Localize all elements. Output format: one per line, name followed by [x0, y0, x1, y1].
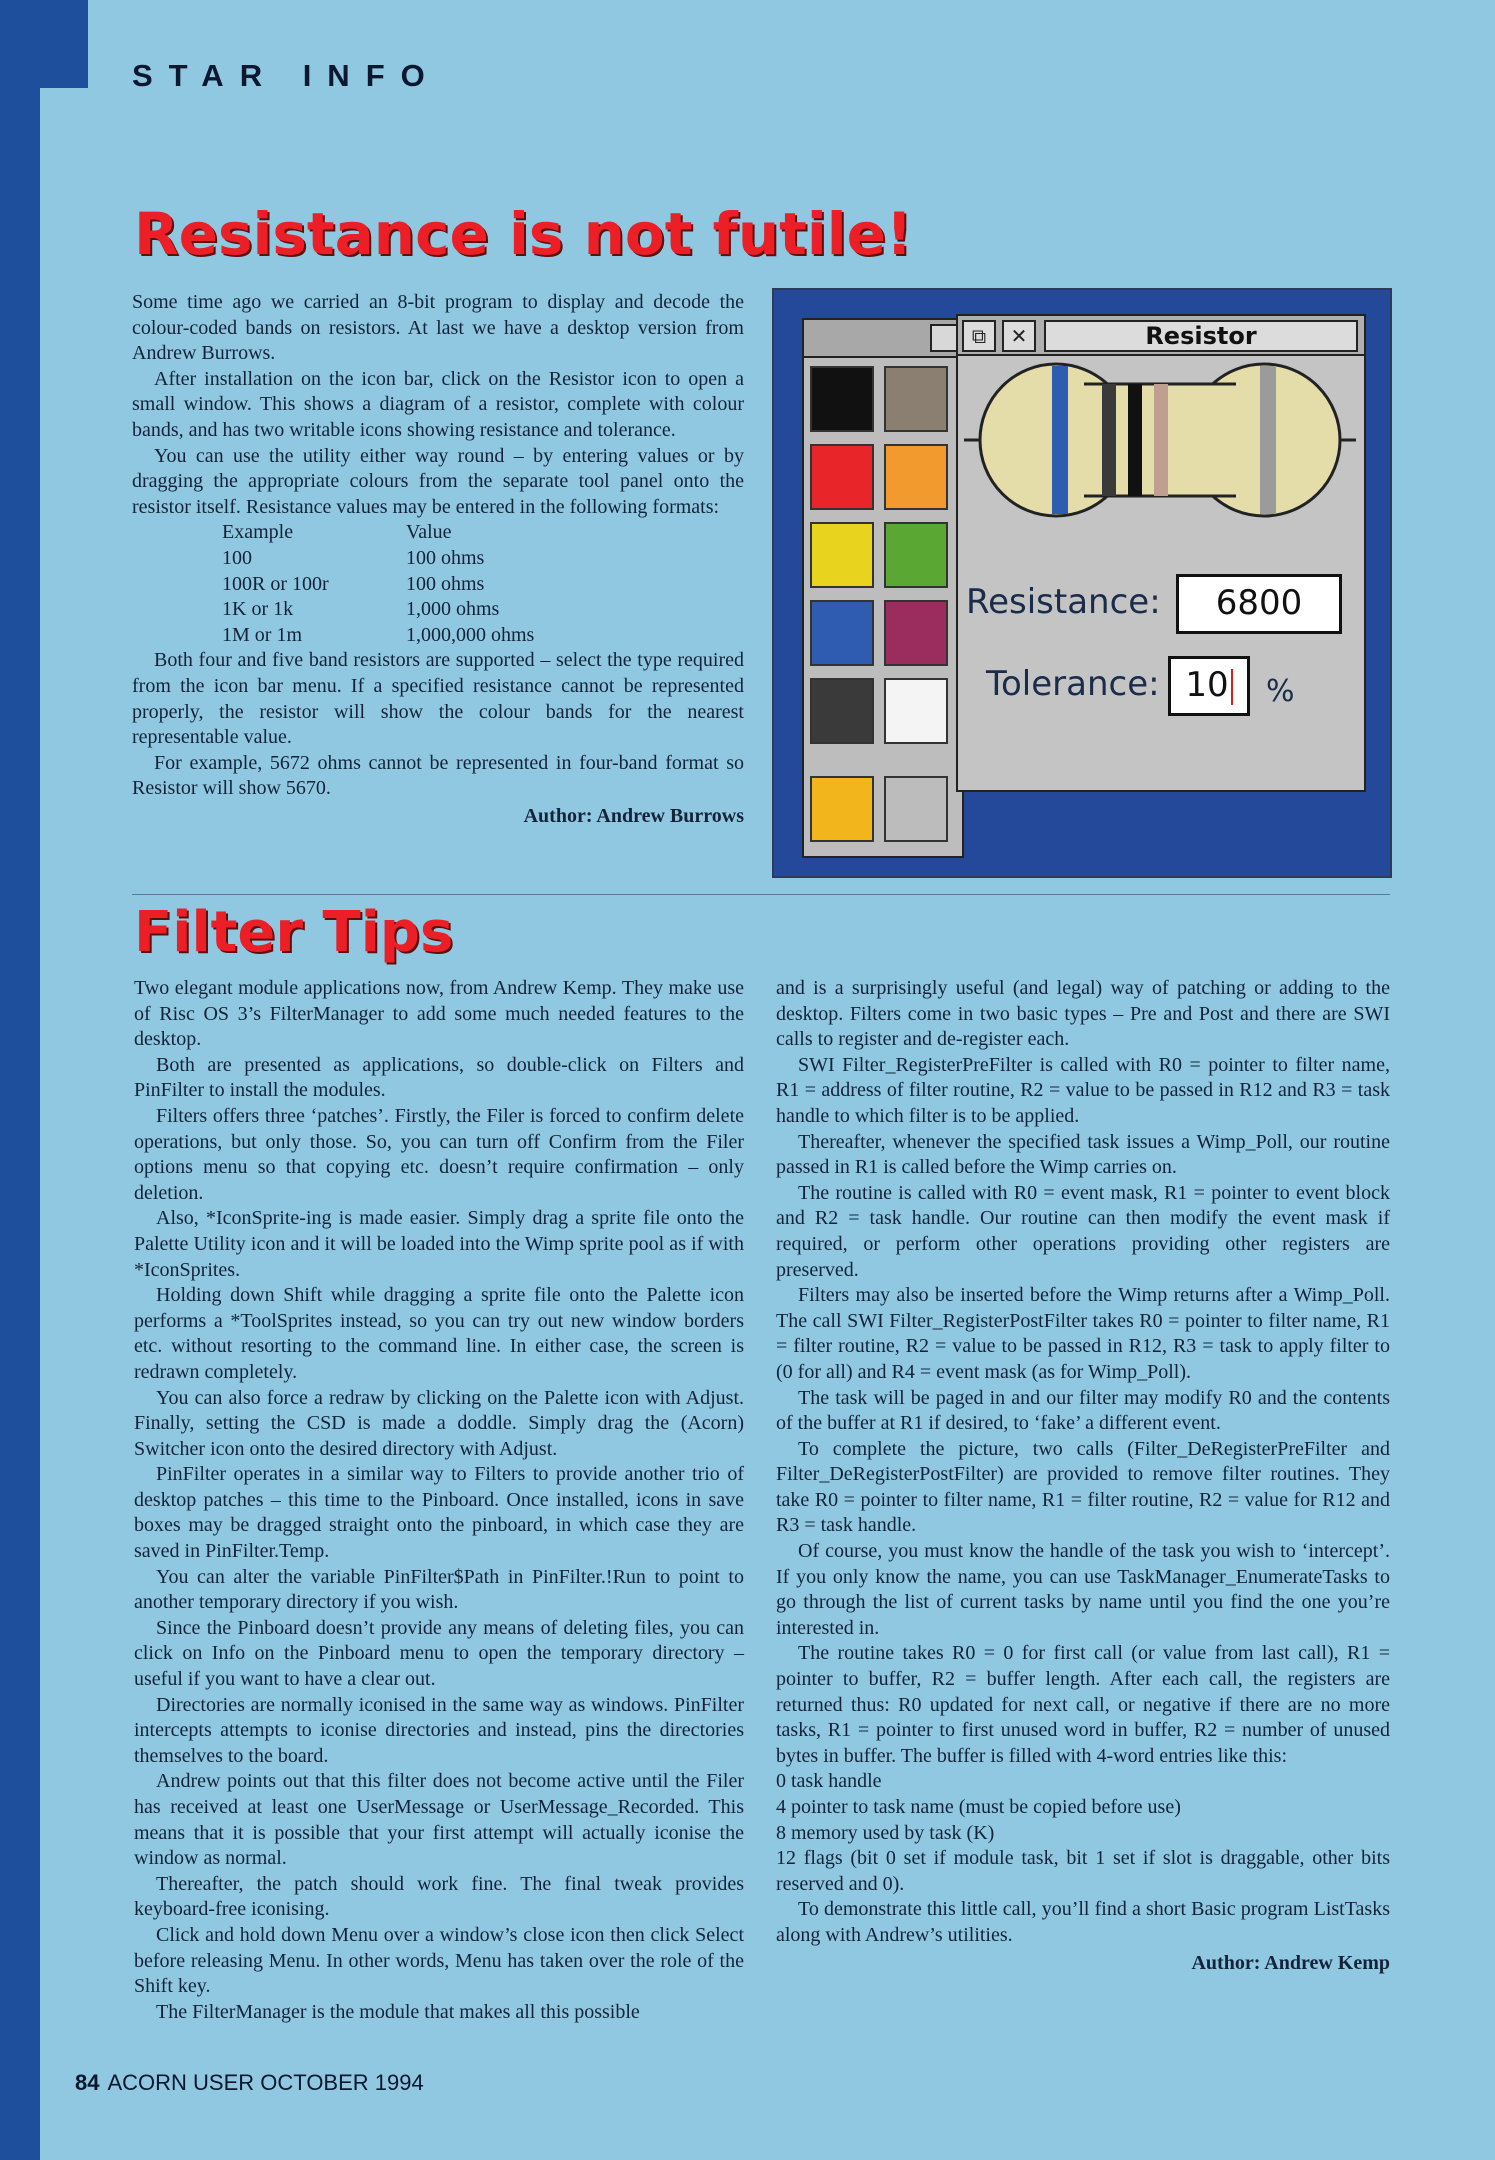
buffer-entry: 8 memory used by task (K)	[776, 1821, 995, 1844]
author-credit: Author: Andrew Kemp	[1191, 1951, 1390, 1974]
paragraph: Thereafter, whenever the specified task issues a Wimp_Poll, our routine passed in R1 is called before the Wimp carries on.	[776, 1130, 1390, 1179]
palette-swatch[interactable]	[884, 776, 948, 842]
author-credit: Author: Andrew Burrows	[523, 804, 744, 827]
buffer-entry: 12 flags (bit 0 set if module task, bit 1 set if slot is draggable, other bits reserved and 0).	[776, 1847, 1390, 1895]
table-row	[222, 546, 534, 572]
table-row	[222, 597, 534, 623]
palette-swatch[interactable]	[884, 444, 948, 510]
section-divider	[132, 894, 1390, 895]
palette-swatch[interactable]	[810, 776, 874, 842]
article-filter-left-column	[134, 976, 744, 2025]
paragraph: SWI Filter_RegisterPreFilter is called with R0 = pointer to filter name, R1 = address of filter routine, R2 = value to be passed in R12 and R3 = task handle to which filter is to be applied.	[776, 1053, 1390, 1127]
paragraph: Both are presented as applications, so double-click on Filters and PinFilter to install the modules.	[134, 1053, 744, 1102]
format-table	[222, 520, 534, 648]
paragraph: Directories are normally iconised in the same way as windows. PinFilter intercepts attempts to iconise directories and instead, pins the directories themselves to the board.	[134, 1693, 744, 1767]
colour-band[interactable]	[1052, 366, 1068, 514]
paragraph: Thereafter, the patch should work fine. The final tweak provides keyboard-free iconising.	[134, 1872, 744, 1921]
paragraph: To complete the picture, two calls (Filter_DeRegisterPreFilter and Filter_DeRegisterPostFilter) are provided to remove filter routines. They take R0 = pointer to filter name, R1 = filter routine, R2 = value for R12 and R3 = task handle.	[776, 1437, 1390, 1537]
paragraph: The routine takes R0 = 0 for first call (or value from last call), R1 = pointer to buffer, R2 = buffer length. After each call, the registers are returned thus: R0 updated for next call, or negative if there are no more tasks, R1 = pointer to first unused word in buffer, R2 = number of unused bytes in buffer. The buffer is filled with 4-word entries like this:	[776, 1642, 1390, 1767]
table-cell: 100R or 100r	[222, 572, 329, 595]
resistor-title-bar[interactable]	[958, 316, 1364, 356]
article-resistance-body	[132, 290, 744, 829]
table-header: Value	[406, 521, 452, 544]
table-cell: 1K or 1k	[222, 598, 294, 621]
tolerance-value: 10	[1185, 665, 1229, 705]
paragraph: PinFilter operates in a similar way to Filters to provide another trio of desktop patches – this time to the Pinboard. Once installed, icons in save boxes may be dragged straight onto the pinboard, in which case they are saved in PinFilter.Temp.	[134, 1463, 744, 1563]
table-cell: 1,000,000 ohms	[406, 623, 535, 646]
paragraph: Of course, you must know the handle of the task you wish to ‘intercept’. If you only know the name, you can use TaskManager_EnumerateTasks to go through the list of current tasks by name until you find the one you’re interested in.	[776, 1540, 1390, 1639]
colour-band[interactable]	[1260, 366, 1276, 514]
colour-band[interactable]	[1154, 384, 1168, 496]
colour-band[interactable]	[1128, 384, 1142, 496]
paragraph: For example, 5672 ohms cannot be represented in four-band format so Resistor will show 5670.	[132, 751, 744, 800]
page-footer	[75, 2070, 424, 2096]
paragraph: Andrew points out that this filter does not become active until the Filer has received at least one UserMessage or UserMessage_Recorded. This means that it is possible that your first attempt will actually iconise the window as normal.	[134, 1770, 744, 1870]
paragraph: Both four and five band resistors are supported – select the type required from the icon bar menu. If a specified resistance cannot be represented properly, the resistor will show the colour bands for the nearest representable value.	[132, 649, 744, 749]
paragraph: The FilterManager is the module that makes all this possible	[156, 2000, 640, 2023]
close-icon[interactable]: ✕	[1002, 320, 1036, 352]
resistor-window	[956, 314, 1366, 792]
palette-swatch[interactable]	[810, 600, 874, 666]
palette-swatch[interactable]	[810, 366, 874, 432]
buffer-entry: 0 task handle	[776, 1770, 882, 1793]
paragraph: Since the Pinboard doesn’t provide any means of deleting files, you can click on Info on the Pinboard menu to open the temporary directory – useful if you want to have a clear out.	[134, 1616, 744, 1691]
paragraph: After installation on the icon bar, click on the Resistor icon to open a small window. This shows a diagram of a resistor, complete with colour bands, and has two writable icons showing resistance and tolerance.	[132, 367, 744, 441]
paragraph: and is a surprisingly useful (and legal) way of patching or adding to the desktop. Filters come in two basic types – Pre and Post and there are SWI calls to register and de-register each.	[776, 977, 1390, 1051]
article-title-resistance: Resistance is not futile!	[134, 200, 913, 268]
table-header-row	[222, 520, 534, 546]
table-cell: 100	[222, 546, 252, 569]
paragraph: You can alter the variable PinFilter$Path in PinFilter.!Run to point to another temporary directory if you wish.	[134, 1565, 744, 1614]
palette-title-bar	[804, 320, 962, 358]
side-notch	[40, 0, 88, 88]
paragraph: The task will be paged in and our filter may modify R0 and the contents of the buffer at R1 if desired, to ‘fake’ a different event.	[776, 1386, 1390, 1435]
paragraph: Holding down Shift while dragging a sprite file onto the Palette icon performs a *ToolSprites instead, so you can try out new window borders etc. without resorting to the command line. In either case, the screen is redrawn completely.	[134, 1284, 744, 1383]
tolerance-label: Tolerance:	[986, 664, 1160, 704]
paragraph: Filters offers three ‘patches’. Firstly, the Filer is forced to confirm delete operations, but only those. So, you can turn off Confirm from the Filer options menu so that copying etc. doesn’t require confirmation – only deletion.	[134, 1104, 744, 1204]
section-tag: STAR INFO	[132, 58, 441, 93]
resistance-input[interactable]: 6800	[1176, 574, 1342, 634]
colour-band[interactable]	[1102, 384, 1116, 496]
percent-label: %	[1266, 674, 1295, 709]
palette-swatch[interactable]	[810, 444, 874, 510]
tolerance-input[interactable]	[1168, 656, 1250, 716]
paragraph: Click and hold down Menu over a window’s close icon then click Select before releasing Menu. In other words, Menu has taken over the role of the Shift key.	[134, 1923, 744, 1998]
page-number: 84	[75, 2070, 100, 2095]
paragraph: To demonstrate this little call, you’ll find a short Basic program ListTasks along with Andrew’s utilities.	[776, 1898, 1390, 1946]
resistor-screenshot	[772, 288, 1392, 878]
palette-swatch[interactable]	[810, 678, 874, 744]
table-cell: 1M or 1m	[222, 623, 302, 646]
paragraph: Some time ago we carried an 8-bit program to display and decode the colour-coded bands on resistors. At last we have a desktop version from Andrew Burrows.	[132, 291, 744, 365]
palette-swatch[interactable]	[884, 522, 948, 588]
palette-swatch[interactable]	[884, 678, 948, 744]
back-icon[interactable]: ⧉	[962, 320, 996, 352]
table-header: Example	[222, 521, 294, 544]
palette-swatch[interactable]	[810, 522, 874, 588]
table-row	[222, 572, 534, 598]
article-title-filter-tips: Filter Tips	[134, 900, 454, 965]
resistor-diagram[interactable]	[964, 360, 1356, 560]
table-row	[222, 623, 534, 649]
resistance-label: Resistance:	[966, 582, 1161, 622]
table-cell: 1,000 ohms	[406, 598, 500, 621]
paragraph: Filters may also be inserted before the Wimp returns after a Wimp_Poll. The call SWI Filter_RegisterPostFilter takes R0 = pointer to filter name, R1 = filter routine, R2 = value to be passed in R12, R3 = task to apply filter to (0 for all) and R4 = event mask (as for Wimp_Poll).	[776, 1284, 1390, 1383]
paragraph: The routine is called with R0 = event mask, R1 = pointer to event block and R2 = task handle. Our routine can then modify the event mask if required, or perform other operations providing other registers are preserved.	[776, 1181, 1390, 1281]
paragraph: Two elegant module applications now, from Andrew Kemp. They make use of Risc OS 3’s FilterManager to add some much needed features to the desktop.	[134, 977, 744, 1051]
colour-palette-window	[802, 318, 964, 858]
resistor-body	[964, 360, 1356, 784]
paragraph: Also, *IconSprite-ing is made easier. Simply drag a sprite file onto the Palette Utility icon and it will be loaded into the Wimp sprite pool as if with *IconSprites.	[134, 1207, 744, 1281]
window-title: Resistor	[1044, 320, 1358, 352]
table-cell: 100 ohms	[406, 546, 485, 569]
table-cell: 100 ohms	[406, 572, 485, 595]
toggle-size-icon[interactable]	[930, 324, 958, 352]
paragraph: You can use the utility either way round – by entering values or by dragging the appropriate colours from the separate tool panel onto the resistor itself. Resistance values may be entered in the following formats:	[132, 444, 744, 518]
article-filter-right-column	[776, 976, 1390, 1976]
text-caret	[1231, 669, 1233, 705]
publication-line: ACORN USER OCTOBER 1994	[107, 2070, 424, 2095]
buffer-entry: 4 pointer to task name (must be copied before use)	[776, 1796, 1181, 1818]
palette-swatch[interactable]	[884, 600, 948, 666]
paragraph: You can also force a redraw by clicking on the Palette icon with Adjust. Finally, setting the CSD is made a doddle. Simply drag the (Acorn) Switcher icon onto the desired directory with Adjust.	[134, 1386, 744, 1460]
side-bar	[0, 0, 40, 2160]
palette-swatch[interactable]	[884, 366, 948, 432]
